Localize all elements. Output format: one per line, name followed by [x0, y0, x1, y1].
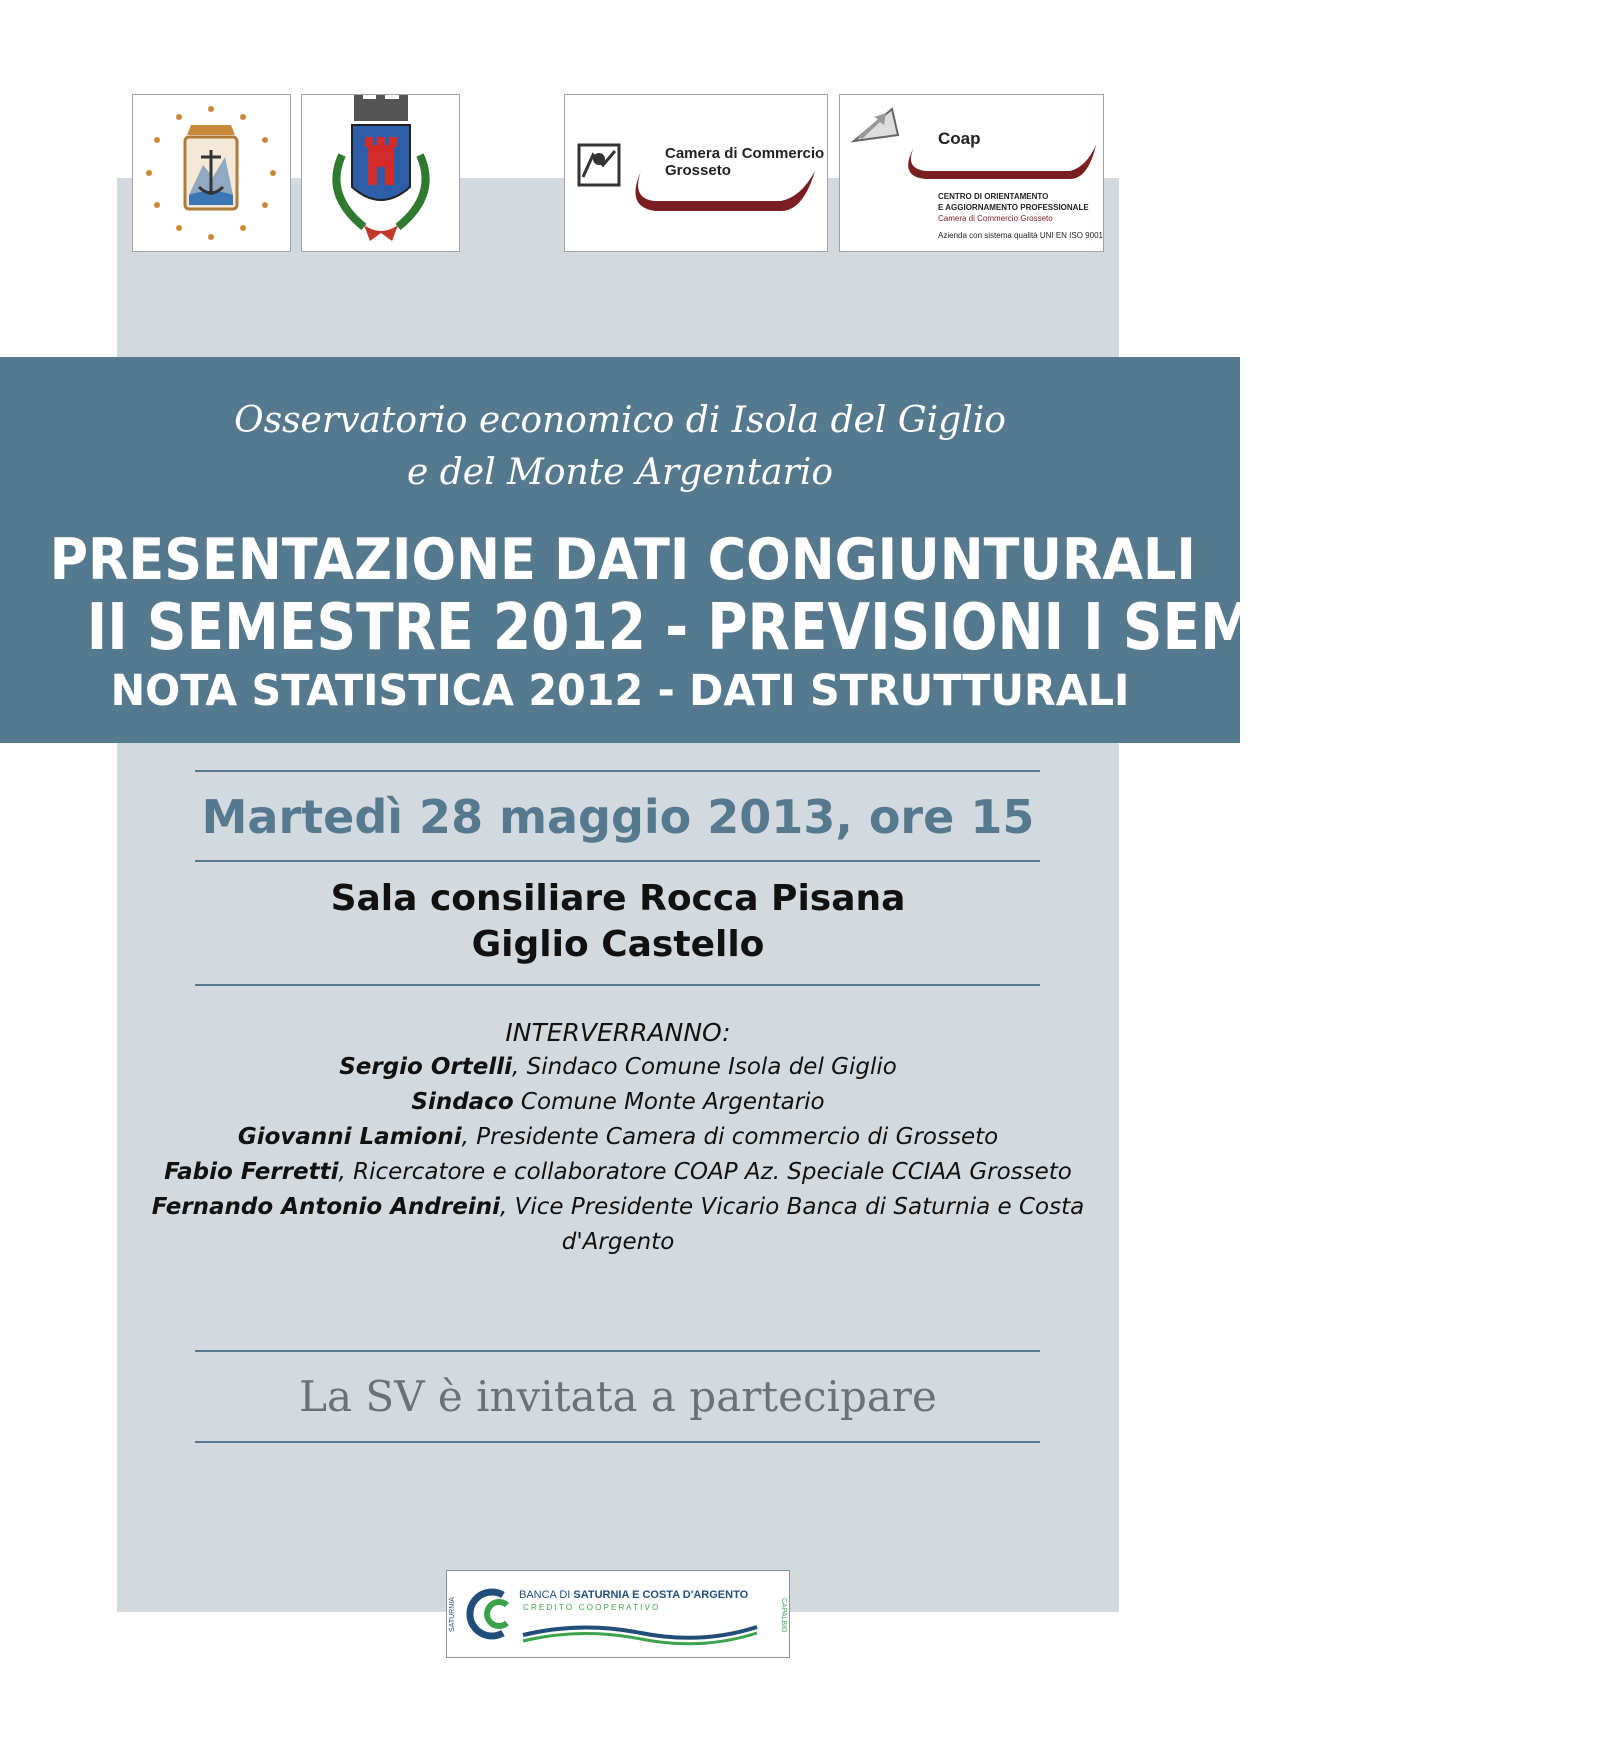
- speaker-role: , Presidente Camera di commercio di Grosseto: [461, 1124, 999, 1150]
- monte-argentario-crest-logo: [132, 94, 291, 252]
- divider: [195, 770, 1040, 772]
- coap-desc-line2: E AGGIORNAMENTO PROFESSIONALE: [938, 203, 1089, 212]
- divider: [195, 1350, 1040, 1352]
- bank-name-prefix: BANCA DI: [519, 1589, 574, 1601]
- banner-subtitle: [0, 395, 1240, 499]
- bank-subtitle: C R E D I T O C O O P E R A T I V O: [523, 1603, 659, 1612]
- chamber-name-line2: Grosseto: [665, 162, 731, 179]
- bank-side-left: SATURNIA: [449, 1597, 456, 1633]
- lion-emblem-icon: [573, 137, 627, 191]
- event-venue: [117, 876, 1119, 968]
- invitation-text: La SV è invitata a partecipare: [299, 1372, 937, 1421]
- coap-arrow-icon: [848, 105, 900, 149]
- swoosh-icon: [631, 167, 821, 217]
- speaker-name: Giovanni Lamioni: [237, 1124, 462, 1150]
- subtitle-line1: Osservatorio economico di Isola del Giglio: [234, 400, 1006, 441]
- isola-del-giglio-coat-of-arms-logo: [301, 94, 460, 252]
- speaker-name: Fabio Ferretti: [164, 1159, 339, 1185]
- bank-side-right: CAPALBIO: [780, 1597, 787, 1633]
- list-item: [117, 1120, 1119, 1155]
- coap-iso: Azienda con sistema qualità UNI EN ISO 9001: [938, 231, 1103, 240]
- bank-wave-icon: [521, 1617, 761, 1647]
- speaker-name: Sergio Ortelli: [339, 1054, 512, 1080]
- coap-swoosh-icon: [902, 143, 1102, 187]
- speaker-role: , Vice Presidente Vicario Banca di Saturnia e Costa d'Argento: [499, 1194, 1085, 1255]
- venue-line1: Sala consiliare Rocca Pisana: [330, 878, 906, 919]
- divider: [195, 1441, 1040, 1443]
- list-item: [117, 1085, 1119, 1120]
- coap-desc-line3: Camera di Commercio Grosseto: [938, 214, 1053, 223]
- headline-line2: II SEMESTRE 2012 - PREVISIONI I SEMESTRE 2013: [86, 591, 1622, 665]
- camera-di-commercio-logo: [564, 94, 828, 252]
- coap-desc-line1: CENTRO DI ORIENTAMENTO: [938, 192, 1049, 201]
- list-item: [117, 1190, 1119, 1260]
- venue-line2: Giglio Castello: [471, 924, 765, 965]
- speakers-label: INTERVERRANNO:: [505, 1018, 731, 1047]
- coap-logo: [839, 94, 1104, 252]
- subtitle-line2: e del Monte Argentario: [406, 452, 834, 493]
- divider: [195, 860, 1040, 862]
- speaker-role: , Ricercatore e collaboratore COAP Az. Speciale CCIAA Grosseto: [338, 1159, 1072, 1185]
- speaker-name: Sindaco: [411, 1089, 514, 1115]
- bank-emblem-icon: [463, 1581, 523, 1647]
- headline-line1: PRESENTAZIONE DATI CONGIUNTURALI: [49, 527, 1196, 593]
- speaker-role: , Sindaco Comune Isola del Giglio: [512, 1054, 897, 1080]
- bank-name: SATURNIA E COSTA D'ARGENTO: [573, 1589, 749, 1601]
- crest-icon: [133, 95, 290, 251]
- speaker-role: Comune Monte Argentario: [513, 1089, 825, 1115]
- list-item: [117, 1155, 1119, 1190]
- bank-logo: [446, 1570, 790, 1658]
- divider: [195, 984, 1040, 986]
- list-item: [117, 1050, 1119, 1085]
- coat-of-arms-icon: [302, 95, 459, 251]
- chamber-name-line1: Camera di Commercio: [665, 145, 825, 162]
- speaker-name: Fernando Antonio Andreini: [151, 1194, 500, 1220]
- coap-name: Coap: [938, 129, 981, 148]
- event-date: Martedì 28 maggio 2013, ore 15: [201, 790, 1035, 844]
- speakers-list: [117, 1015, 1119, 1260]
- headline-line3: NOTA STATISTICA 2012 - DATI STRUTTURALI: [110, 666, 1130, 716]
